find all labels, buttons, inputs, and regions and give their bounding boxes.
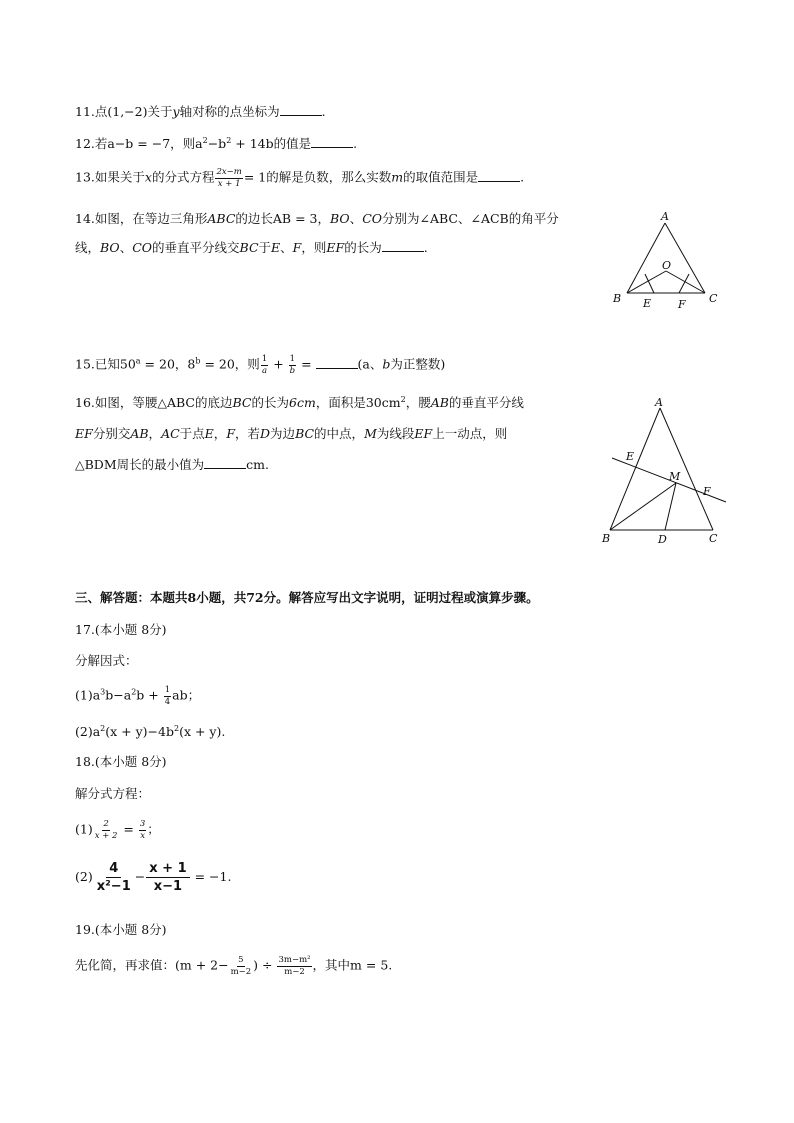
perp-bisector-bo (645, 274, 654, 293)
answer-blank (311, 136, 353, 148)
label-m: M (669, 470, 681, 483)
answer-blank (280, 104, 322, 116)
label-a: A (655, 396, 663, 409)
label-f: F (678, 298, 686, 311)
section-3-heading: 三、解答题：本题共8小题，共72分。解答应写出文字说明，证明过程或演算步骤。 (75, 590, 539, 605)
question-18-part-2: (2) $\frac{4}{\text{x²−1}}$ − $\frac{x + 1}{x-1}$ = −1. (75, 861, 232, 894)
fraction-1-over-a: $\frac{1}{a}$ (261, 354, 268, 376)
fraction-x-plus-1-over-x-minus-1: $\frac{x + 1}{x-1}$ (146, 862, 189, 893)
fraction-one-quarter: $\frac{1}{4}$ (164, 685, 171, 707)
question-12: 12.若a−b = −7，则$a^2-b^2 + 14b$的值是 . (75, 135, 358, 151)
label-e: E (643, 297, 652, 310)
label-d: D (658, 533, 667, 546)
label-b: B (613, 292, 622, 305)
question-18-intro: 解分式方程： (75, 786, 151, 801)
question-17-header: 17.(本小题 8分) (75, 622, 167, 637)
side-ac (660, 408, 713, 530)
question-18-part-1: (1) $\frac{2}{x + 2}$ = $\frac{3}{x}$ ； (75, 819, 160, 841)
question-14-line-2: 线，BO、CO的垂直平分线交BC于E、F，则EF的长为 . (75, 240, 428, 255)
question-16-line-3: △BDM周长的最小值为 cm. (75, 457, 269, 472)
label-b: B (602, 532, 611, 545)
figure-isosceles-triangle (598, 390, 738, 550)
fraction-5-over-m-minus-2: $\frac{5}{m-2}$ (230, 955, 252, 977)
fraction-4-over-x2-minus-1: $\frac{4}{\text{x²−1}}$ (96, 861, 131, 894)
fraction-1-over-b: $\frac{1}{b}$ (289, 354, 296, 376)
question-17-part-2: $(2)a^2(x + y)-4b^2(x + y)$. (75, 723, 226, 739)
figure-triangle-abc-bisectors (605, 205, 725, 315)
fraction-3m-minus-m2-over-m-minus-2: $\frac{\text{3m−m²}}{m-2}$ (278, 955, 311, 977)
question-16-line-1: 16.如图，等腰△ABC的底边BC的长为6cm，面积是$30cm^2$，腰AB的垂直平分线 (75, 394, 524, 410)
question-18-header: 18.(本小题 8分) (75, 754, 167, 769)
question-15: 15.已知$50^a = 20$，$8^b = 20$，则 $\frac{1}{a}$ + $\frac{1}{b}$ = (a、b为正整数) (75, 354, 446, 376)
answer-blank (204, 457, 246, 469)
question-16-line-2: EF分别交AB，AC于点E，F，若D为边BC的中点，M为线段EF上一动点，则 (75, 426, 508, 441)
label-c: C (709, 292, 718, 305)
question-11: 11.点(1,−2)关于y轴对称的点坐标为 . (75, 104, 326, 119)
answer-blank (316, 357, 358, 369)
question-19-header: 19.(本小题 8分) (75, 922, 167, 937)
fraction-3-over-x: $\frac{3}{x}$ (139, 819, 146, 841)
question-14-line-1: 14.如图，在等边三角形ABC的边长AB = 3，BO、CO分别为∠ABC、∠ACB的角平分 (75, 211, 559, 226)
label-f: F (703, 485, 711, 498)
answer-blank (478, 170, 520, 182)
label-o: O (662, 259, 672, 272)
answer-blank (382, 240, 424, 252)
question-19-body: 先化简，再求值：(m + 2− $\frac{5}{m-2}$ ) ÷ $\frac{\text{3m−m²}}{m-2}$ ，其中m = 5. (75, 955, 393, 977)
label-c: C (709, 532, 718, 545)
fraction-2-over-x-plus-2: $\frac{2}{x + 2}$ (94, 819, 118, 841)
question-13: 13.如果关于x的分式方程 $\frac{2x-m}{x + 1}$ = 1的解是负数，那么实数m的取值范围是 . (75, 167, 525, 189)
fraction: $\frac{2x-m}{x + 1}$ (216, 167, 242, 189)
label-e: E (626, 450, 635, 463)
question-17-part-1: $(1)a^3b-a^2b$ + $\frac{1}{4}$ ab； (75, 685, 201, 707)
question-17-intro: 分解因式： (75, 653, 138, 668)
label-a: A (661, 210, 669, 223)
